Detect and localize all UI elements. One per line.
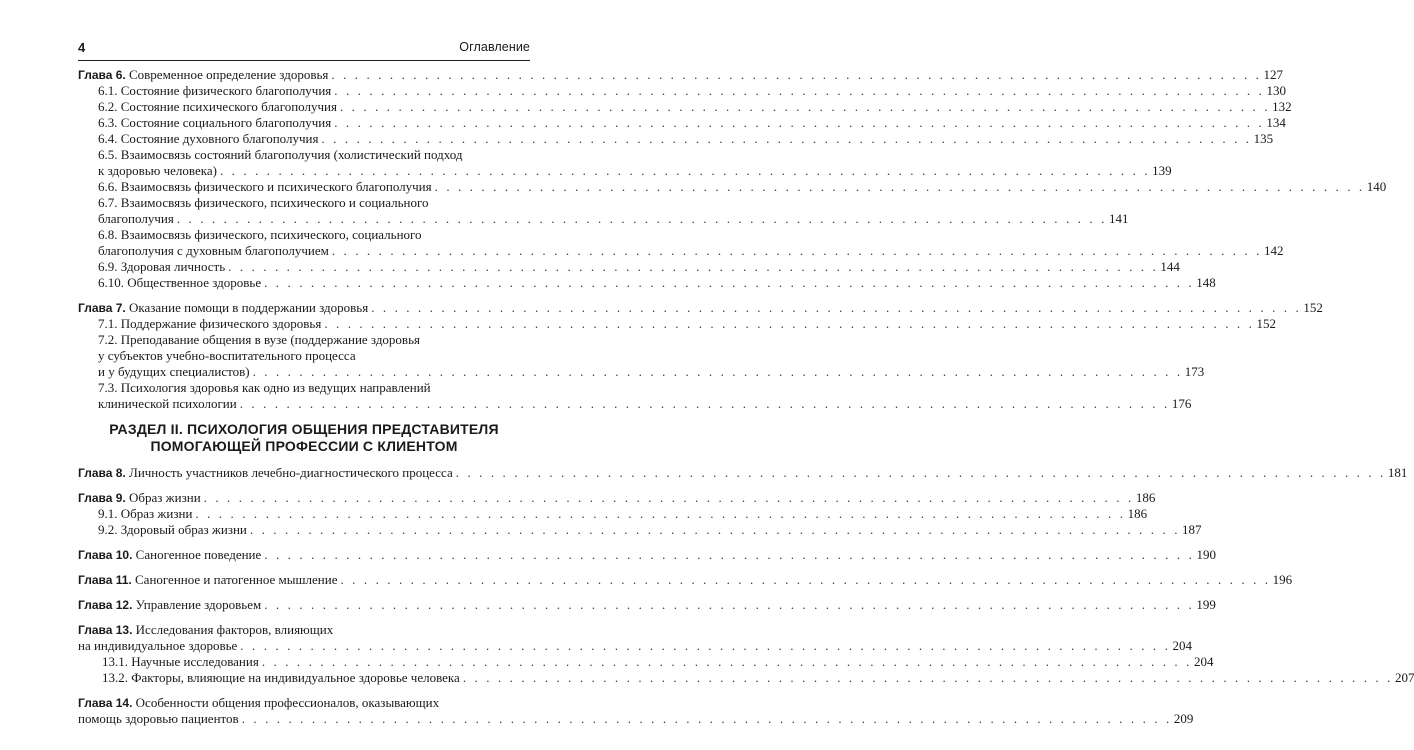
leader-dots: . . . . . . . . . . . . . . . . . . . . . . . . . . . . . . . . . . . . . . . . . . . . . . . . . . . . . . . . . . . . . . . . . . . . . . . . . . . . . . . . [339,99,1271,114]
section-heading-line-2: ПОМОГАЮЩЕЙ ПРОФЕССИИ С КЛИЕНТОМ [150,438,458,454]
toc-chapter-9[interactable] [78,490,1156,506]
toc-item-6-10[interactable] [78,275,1216,291]
item-title: 6.9. Здоровая личность [98,259,226,274]
leader-dots: . . . . . . . . . . . . . . . . . . . . . . . . . . . . . . . . . . . . . . . . . . . . . . . . . . . . . . . . . . . . . . . . . . . . . . . . . . . . . . . . [203,490,1134,505]
toc-item-7-2[interactable] [78,332,1205,380]
chapter-title: Саногенное поведение [135,547,262,562]
leader-dots: . . . . . . . . . . . . . . . . . . . . . . . . . . . . . . . . . . . . . . . . . . . . . . . . . . . . . . . . . . . . . . . . . . . . . . . . . . . . . . . . [219,163,1151,178]
page-number: 4 [78,40,86,55]
page-ref: 152 [1256,316,1276,331]
leader-dots: . . . . . . . . . . . . . . . . . . . . . . . . . . . . . . . . . . . . . . . . . . . . . . . . . . . . . . . . . . . . . . . . . . . . . . . . . . . . . . . . [331,67,1262,82]
item-title-line-2: клинической психологии [98,396,237,411]
page-ref: 186 [1135,490,1156,505]
leader-dots: . . . . . . . . . . . . . . . . . . . . . . . . . . . . . . . . . . . . . . . . . . . . . . . . . . . . . . . . . . . . . . . . . . . . . . . . . . . . . . . . [334,115,1265,130]
chapter-label: Глава 12. [78,598,133,612]
item-title: 6.2. Состояние психического благополучия [98,99,337,114]
page-ref: 139 [1152,163,1172,178]
leader-dots: . . . . . . . . . . . . . . . . . . . . . . . . . . . . . . . . . . . . . . . . . . . . . . . . . . . . . . . . . . . . . . . . . . . . . . . . . . . . . . . . [195,506,1126,521]
toc-chapter-10[interactable] [78,547,1216,563]
leader-dots: . . . . . . . . . . . . . . . . . . . . . . . . . . . . . . . . . . . . . . . . . . . . . . . . . . . . . . . . . . . . . . . . . . . . . . . . . . . . . . . . [252,364,1183,379]
toc-item-7-3[interactable] [78,380,1192,412]
table-of-contents [78,67,1414,727]
page-ref: 196 [1272,572,1293,587]
chapter-label: Глава 7. [78,301,126,315]
chapter-title-line-2: на индивидуальное здоровье [78,638,238,653]
page-ref: 204 [1193,654,1214,669]
page-ref: 152 [1303,300,1323,315]
toc-item-6-1[interactable] [78,83,1286,99]
leader-dots: . . . . . . . . . . . . . . . . . . . . . . . . . . . . . . . . . . . . . . . . . . . . . . . . . . . . . . . . . . . . . . . . . . . . . . . . . . . . . . . . [261,654,1192,669]
item-title-line-2: благополучия [98,211,174,226]
chapter-title: Управление здоровьем [135,597,262,612]
page-ref: 199 [1196,597,1216,612]
leader-dots: . . . . . . . . . . . . . . . . . . . . . . . . . . . . . . . . . . . . . . . . . . . . . . . . . . . . . . . . . . . . . . . . . . . . . . . . . . . . . . . . [334,83,1265,98]
toc-chapter-14[interactable] [78,695,1194,727]
leader-dots: . . . . . . . . . . . . . . . . . . . . . . . . . . . . . . . . . . . . . . . . . . . . . . . . . . . . . . . . . . . . . . . . . . . . . . . . . . . . . . . . [240,638,1171,653]
item-title: 13.1. Научные исследования [102,654,259,669]
leader-dots: . . . . . . . . . . . . . . . . . . . . . . . . . . . . . . . . . . . . . . . . . . . . . . . . . . . . . . . . . . . . . . . . . . . . . . . . . . . . . . . . [249,522,1181,537]
leader-dots: . . . . . . . . . . . . . . . . . . . . . . . . . . . . . . . . . . . . . . . . . . . . . . . . . . . . . . . . . . . . . . . . . . . . . . . . . . . . . . . . [264,275,1195,290]
leader-dots: . . . . . . . . . . . . . . . . . . . . . . . . . . . . . . . . . . . . . . . . . . . . . . . . . . . . . . . . . . . . . . . . . . . . . . . . . . . . . . . . [371,300,1302,315]
leader-dots: . . . . . . . . . . . . . . . . . . . . . . . . . . . . . . . . . . . . . . . . . . . . . . . . . . . . . . . . . . . . . . . . . . . . . . . . . . . . . . . . [264,547,1195,562]
item-title: 7.1. Поддержание физического здоровья [98,316,322,331]
chapter-label: Глава 6. [78,68,126,82]
item-title: 6.10. Общественное здоровье [98,275,262,290]
item-title-line-1: 7.3. Психология здоровья как одно из ведущих направлений [98,380,431,395]
page-ref: 127 [1263,67,1284,82]
page-header [78,40,530,60]
item-title-line-1: 6.7. Взаимосвязь физического, психического и социального [98,195,429,210]
toc-item-13-2[interactable] [78,670,1414,686]
toc-item-6-4[interactable] [78,131,1274,147]
page-ref: 140 [1366,179,1387,194]
chapter-title: Образ жизни [129,490,201,505]
leader-dots: . . . . . . . . . . . . . . . . . . . . . . . . . . . . . . . . . . . . . . . . . . . . . . . . . . . . . . . . . . . . . . . . . . . . . . . . . . . . . . . . [321,131,1252,146]
leader-dots: . . . . . . . . . . . . . . . . . . . . . . . . . . . . . . . . . . . . . . . . . . . . . . . . . . . . . . . . . . . . . . . . . . . . . . . . . . . . . . . . [462,670,1393,685]
toc-chapter-7[interactable] [78,300,1323,316]
leader-dots: . . . . . . . . . . . . . . . . . . . . . . . . . . . . . . . . . . . . . . . . . . . . . . . . . . . . . . . . . . . . . . . . . . . . . . . . . . . . . . . . [228,259,1159,274]
page-ref: 135 [1253,131,1274,146]
chapter-label: Глава 8. [78,466,126,480]
toc-chapter-13[interactable] [78,622,1192,654]
chapter-label: Глава 14. [78,696,133,710]
page-ref: 187 [1182,522,1202,537]
leader-dots: . . . . . . . . . . . . . . . . . . . . . . . . . . . . . . . . . . . . . . . . . . . . . . . . . . . . . . . . . . . . . . . . . . . . . . . . . . . . . . . . [434,179,1365,194]
item-title: 13.2. Факторы, влияющие на индивидуальное здоровье человека [102,670,460,685]
leader-dots: . . . . . . . . . . . . . . . . . . . . . . . . . . . . . . . . . . . . . . . . . . . . . . . . . . . . . . . . . . . . . . . . . . . . . . . . . . . . . . . . [455,465,1386,480]
chapter-label: Глава 13. [78,623,133,637]
item-title: 6.4. Состояние духовного благополучия [98,131,319,146]
page-ref: 130 [1266,83,1286,98]
item-title-line-1: 7.2. Преподавание общения в вузе (поддержание здоровья [98,332,420,347]
toc-item-9-1[interactable] [78,506,1148,522]
toc-chapter-8[interactable] [78,465,1408,481]
page-ref: 209 [1173,711,1194,726]
page-ref: 181 [1387,465,1408,480]
leader-dots: . . . . . . . . . . . . . . . . . . . . . . . . . . . . . . . . . . . . . . . . . . . . . . . . . . . . . . . . . . . . . . . . . . . . . . . . . . . . . . . . [264,597,1195,612]
toc-chapter-12[interactable] [78,597,1216,613]
leader-dots: . . . . . . . . . . . . . . . . . . . . . . . . . . . . . . . . . . . . . . . . . . . . . . . . . . . . . . . . . . . . . . . . . . . . . . . . . . . . . . . . [239,396,1170,411]
toc-item-6-3[interactable] [78,115,1286,131]
page-ref: 204 [1172,638,1192,653]
section-heading [78,421,530,455]
running-head: Оглавление [459,40,530,54]
chapter-label: Глава 11. [78,573,132,587]
toc-item-7-1[interactable] [78,316,1276,332]
chapter-label: Глава 10. [78,548,133,562]
chapter-title: Современное определение здоровья [129,67,329,82]
item-title: 6.1. Состояние физического благополучия [98,83,332,98]
item-title-line-2: благополучия с духовным благополучием [98,243,329,258]
item-title: 9.1. Образ жизни [98,506,193,521]
chapter-title-line-2: помощь здоровью пациентов [78,711,239,726]
chapter-title-line-1: Особенности общения профессионалов, оказывающих [135,695,440,710]
page-ref: 207 [1394,670,1414,685]
page-ref: 142 [1263,243,1284,258]
item-title: 6.6. Взаимосвязь физического и психического благополучия [98,179,432,194]
item-title-line-1: 6.5. Взаимосвязь состояний благополучия (холистический подход [98,147,463,162]
page-ref: 132 [1272,99,1292,114]
page-ref: 173 [1184,364,1205,379]
leader-dots: . . . . . . . . . . . . . . . . . . . . . . . . . . . . . . . . . . . . . . . . . . . . . . . . . . . . . . . . . . . . . . . . . . . . . . . . . . . . . . . . [176,211,1107,226]
item-title-line-2: к здоровью человека) [98,163,217,178]
toc-item-6-8[interactable] [78,227,1284,259]
leader-dots: . . . . . . . . . . . . . . . . . . . . . . . . . . . . . . . . . . . . . . . . . . . . . . . . . . . . . . . . . . . . . . . . . . . . . . . . . . . . . . . . [331,243,1262,258]
toc-item-13-1[interactable] [78,654,1214,670]
page-ref: 141 [1108,211,1129,226]
chapter-title: Личность участников лечебно-диагностического процесса [129,465,453,480]
chapter-title-line-1: Исследования факторов, влияющих [135,622,334,637]
leader-dots: . . . . . . . . . . . . . . . . . . . . . . . . . . . . . . . . . . . . . . . . . . . . . . . . . . . . . . . . . . . . . . . . . . . . . . . . . . . . . . . . [241,711,1172,726]
toc-item-9-2[interactable] [78,522,1202,538]
item-title-line-1: 6.8. Взаимосвязь физического, психического, социального [98,227,422,242]
toc-item-6-2[interactable] [78,99,1292,115]
item-title-line-3: и у будущих специалистов) [98,364,250,379]
page-ref: 176 [1171,396,1192,411]
toc-item-6-5[interactable] [78,147,1172,179]
chapter-title: Саногенное и патогенное мышление [135,572,338,587]
leader-dots: . . . . . . . . . . . . . . . . . . . . . . . . . . . . . . . . . . . . . . . . . . . . . . . . . . . . . . . . . . . . . . . . . . . . . . . . . . . . . . . . [340,572,1271,587]
toc-chapter-11[interactable] [78,572,1293,588]
chapter-title: Оказание помощи в поддержании здоровья [129,300,369,315]
header-rule [78,60,530,61]
item-title: 6.3. Состояние социального благополучия [98,115,332,130]
page-ref: 148 [1196,275,1216,290]
leader-dots: . . . . . . . . . . . . . . . . . . . . . . . . . . . . . . . . . . . . . . . . . . . . . . . . . . . . . . . . . . . . . . . . . . . . . . . . . . . . . . . . [324,316,1255,331]
item-title-line-2: у субъектов учебно-воспитательного процесса [98,348,356,363]
section-heading-line-1: РАЗДЕЛ II. ПСИХОЛОГИЯ ОБЩЕНИЯ ПРЕДСТАВИТЕЛЯ [109,421,499,437]
toc-item-6-9[interactable] [78,259,1180,275]
page-ref: 134 [1266,115,1286,130]
toc-item-6-7[interactable] [78,195,1129,227]
page-ref: 190 [1196,547,1216,562]
chapter-label: Глава 9. [78,491,126,505]
page-ref: 144 [1160,259,1180,274]
toc-chapter-6[interactable] [78,67,1284,83]
toc-item-6-6[interactable] [78,179,1387,195]
page-ref: 186 [1127,506,1148,521]
item-title: 9.2. Здоровый образ жизни [98,522,247,537]
